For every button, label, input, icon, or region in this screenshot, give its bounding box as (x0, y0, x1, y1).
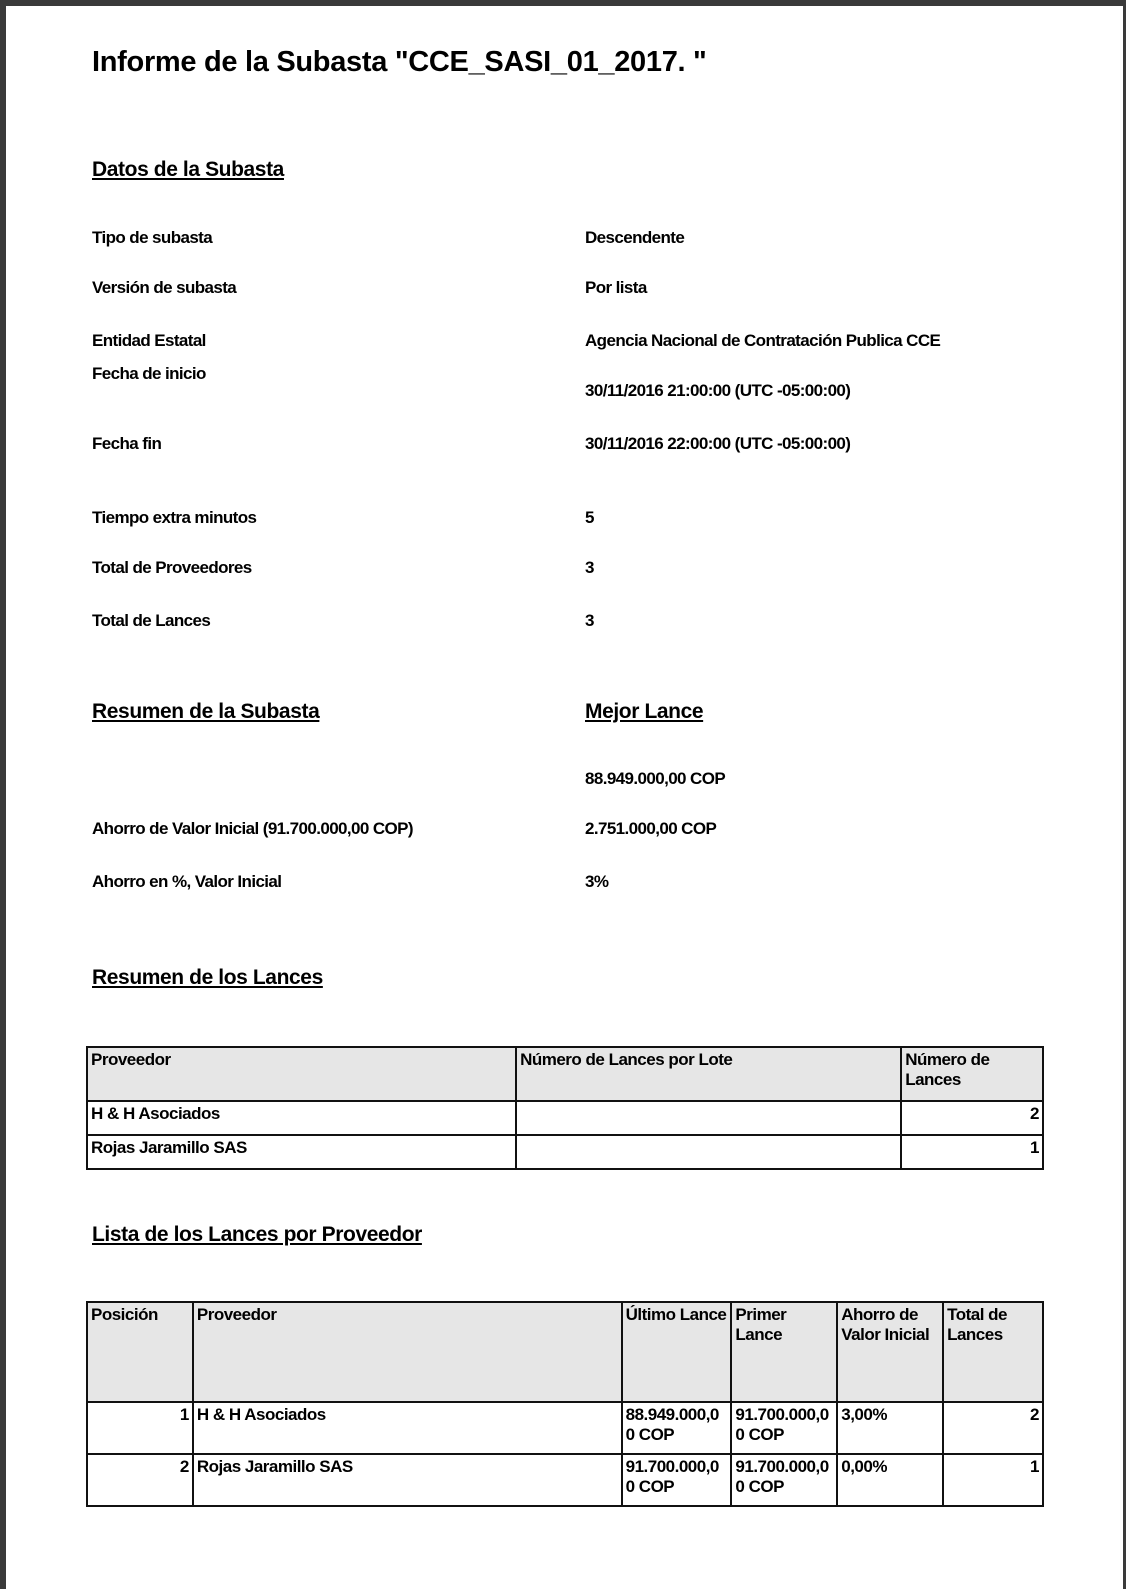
label-ahorro-porcentaje: Ahorro en %, Valor Inicial (92, 872, 282, 891)
column-header-lances-por-lote: Número de Lances por Lote (516, 1047, 901, 1101)
label-fecha-fin: Fecha fin (92, 434, 162, 453)
column-header-total-lances: Total de Lances (943, 1302, 1043, 1402)
column-header-primer-lance: Primer Lance (731, 1302, 837, 1402)
cell-posicion: 2 (87, 1454, 193, 1506)
cell-ahorro: 0,00% (837, 1454, 943, 1506)
cell-primer-lance: 91.700.000,00 COP (731, 1402, 837, 1454)
value-fecha-inicio: 30/11/2016 21:00:00 (UTC -05:00:00) (585, 381, 851, 400)
table-row (87, 1101, 1043, 1135)
report-title: Informe de la Subasta "CCE_SASI_01_2017. " (92, 46, 707, 78)
table-row (87, 1135, 1043, 1169)
label-fecha-inicio: Fecha de inicio (92, 364, 206, 383)
label-version-subasta: Versión de subasta (92, 278, 237, 297)
column-header-ultimo-lance: Último Lance (622, 1302, 732, 1402)
cell-primer-lance: 91.700.000,00 COP (731, 1454, 837, 1506)
label-tipo-subasta: Tipo de subasta (92, 228, 213, 247)
section-heading-lista-lances: Lista de los Lances por Proveedor (92, 1223, 422, 1246)
value-entidad-estatal: Agencia Nacional de Contratación Publica CCE (585, 331, 941, 350)
cell-proveedor: H & H Asociados (87, 1101, 516, 1135)
cell-numero-lances: 2 (901, 1101, 1043, 1135)
value-version-subasta: Por lista (585, 278, 647, 297)
label-total-lances: Total de Lances (92, 611, 211, 630)
cell-posicion: 1 (87, 1402, 193, 1454)
section-heading-mejor-lance: Mejor Lance (585, 700, 704, 723)
column-header-proveedor: Proveedor (193, 1302, 622, 1402)
cell-proveedor: Rojas Jaramillo SAS (87, 1135, 516, 1169)
cell-proveedor: H & H Asociados (193, 1402, 622, 1454)
value-mejor-lance: 88.949.000,00 COP (585, 769, 726, 788)
value-tipo-subasta: Descendente (585, 228, 685, 247)
cell-por-lote (516, 1135, 901, 1169)
section-heading-resumen-lances: Resumen de los Lances (92, 966, 323, 989)
column-header-posicion: Posición (87, 1302, 193, 1402)
column-header-numero-lances: Número de Lances (901, 1047, 1043, 1101)
label-tiempo-extra: Tiempo extra minutos (92, 508, 257, 527)
cell-total-lances: 2 (943, 1402, 1043, 1454)
resumen-lances-table (86, 1046, 1044, 1170)
column-header-ahorro-valor-inicial: Ahorro de Valor Inicial (837, 1302, 943, 1402)
cell-total-lances: 1 (943, 1454, 1043, 1506)
value-total-lances: 3 (585, 611, 594, 630)
label-total-proveedores: Total de Proveedores (92, 558, 252, 577)
value-fecha-fin: 30/11/2016 22:00:00 (UTC -05:00:00) (585, 434, 851, 453)
lista-lances-table (86, 1301, 1044, 1507)
value-tiempo-extra: 5 (585, 508, 594, 527)
cell-ultimo-lance: 88.949.000,00 COP (622, 1402, 732, 1454)
cell-proveedor: Rojas Jaramillo SAS (193, 1454, 622, 1506)
label-ahorro-valor-inicial: Ahorro de Valor Inicial (91.700.000,00 COP) (92, 819, 413, 838)
cell-numero-lances: 1 (901, 1135, 1043, 1169)
section-heading-resumen: Resumen de la Subasta (92, 700, 320, 723)
table-row (87, 1454, 1043, 1506)
value-ahorro-valor-inicial: 2.751.000,00 COP (585, 819, 717, 838)
cell-por-lote (516, 1101, 901, 1135)
table-row (87, 1402, 1043, 1454)
label-entidad-estatal: Entidad Estatal (92, 331, 206, 350)
cell-ultimo-lance: 91.700.000,00 COP (622, 1454, 732, 1506)
value-ahorro-porcentaje: 3% (585, 872, 609, 891)
column-header-proveedor: Proveedor (87, 1047, 516, 1101)
cell-ahorro: 3,00% (837, 1402, 943, 1454)
value-total-proveedores: 3 (585, 558, 594, 577)
section-heading-datos: Datos de la Subasta (92, 158, 284, 181)
